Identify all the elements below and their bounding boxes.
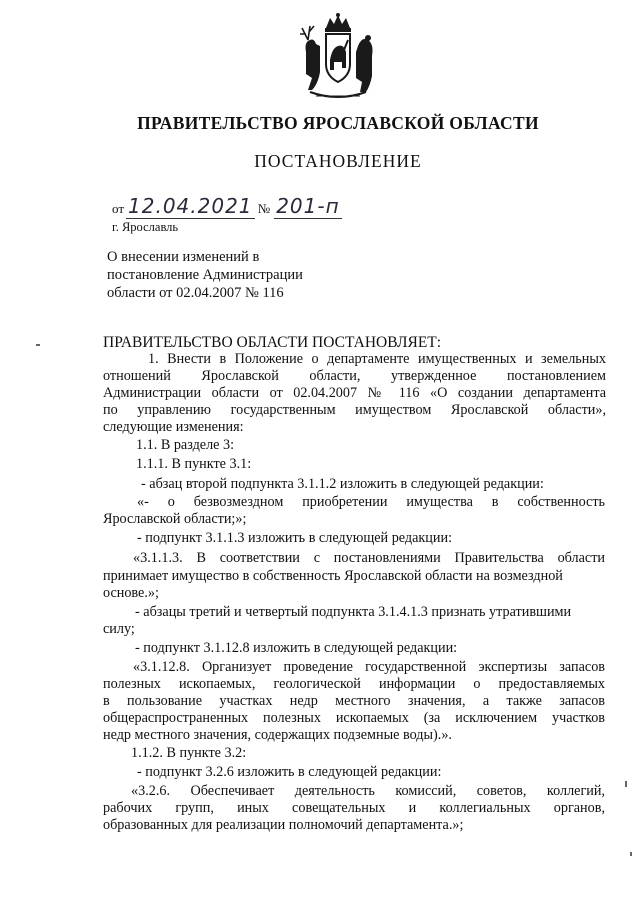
body-line: 1. Внести в Положение о департаменте имущественных и земельных [148, 351, 606, 367]
margin-mark [36, 344, 40, 346]
body-line: недр местного значения, содержащих подземные воды).». [103, 727, 452, 743]
document-type-title: ПОСТАНОВЛЕНИЕ [254, 151, 422, 171]
body-line: - подпункт 3.1.12.8 изложить в следующей редакции: [135, 640, 458, 656]
body-line: 1.1. В разделе 3: [136, 437, 235, 453]
body-line: силу; [103, 621, 135, 637]
body-line: отношений Ярославской области, утвержденное постановлением [103, 368, 606, 384]
body-line: принимает имущество в собственность Ярославской области на возмездной [103, 568, 563, 584]
body-line: в пользование участках недр местного значения, а также запасов [103, 693, 605, 709]
coat-of-arms-icon [296, 12, 380, 104]
date-prefix: от [112, 201, 125, 216]
body-line: по управлению государственным имуществом Ярославской области», [103, 402, 606, 418]
handwritten-date: 12.04.2021 [128, 194, 253, 218]
body-line: основе.»; [103, 585, 159, 601]
organization-title: ПРАВИТЕЛЬСТВО ЯРОСЛАВСКОЙ ОБЛАСТИ [137, 113, 539, 133]
subject-line: О внесении изменений в [107, 249, 260, 265]
body-line: «3.1.1.3. В соответствии с постановлениями Правительства области [133, 550, 605, 566]
margin-mark [630, 852, 632, 856]
handwritten-number: 201-п [276, 194, 340, 218]
body-line: образованных для реализации полномочий департамента.»; [103, 817, 464, 833]
body-line: Администрации области от 02.04.2007 № 116 «О создании департамента [103, 385, 606, 401]
body-line: 1.1.1. В пункте 3.1: [136, 456, 252, 472]
body-line: - абзацы третий и четвертый подпункта 3.1.4.1.3 признать утратившими [135, 604, 572, 620]
body-line: «- о безвозмездном приобретении имущества в собственность [137, 494, 605, 510]
document-subject [107, 248, 347, 302]
body-line: - абзац второй подпункта 3.1.1.2 изложить в следующей редакции: [141, 476, 544, 492]
body-line: Ярославской области;»; [103, 511, 247, 527]
body-line: рабочих групп, иных совещательных и коллегиальных органов, [103, 800, 605, 816]
number-prefix: № [257, 201, 271, 216]
body-line: общераспространенных полезных ископаемых (за исключением участков [103, 710, 605, 726]
body-line: полезных ископаемых, геологической информации о предоставляемых [103, 676, 605, 692]
resolves-heading: ПРАВИТЕЛЬСТВО ОБЛАСТИ ПОСТАНОВЛЯЕТ: [103, 334, 442, 351]
margin-mark [625, 781, 627, 787]
body-line: следующие изменения: [103, 419, 244, 435]
subject-line: постановление Администрации [107, 267, 303, 283]
subject-line: области от 02.04.2007 № 116 [107, 285, 284, 301]
body-line: «3.1.12.8. Организует проведение государственной экспертизы запасов [133, 659, 605, 675]
date-number-line [112, 194, 342, 219]
city-label: г. Ярославль [112, 220, 179, 234]
body-line: - подпункт 3.2.6 изложить в следующей редакции: [137, 764, 442, 780]
body-line: 1.1.2. В пункте 3.2: [131, 745, 247, 761]
body-line: - подпункт 3.1.1.3 изложить в следующей редакции: [137, 530, 453, 546]
body-line: «3.2.6. Обеспечивает деятельность комиссий, советов, коллегий, [131, 783, 605, 799]
